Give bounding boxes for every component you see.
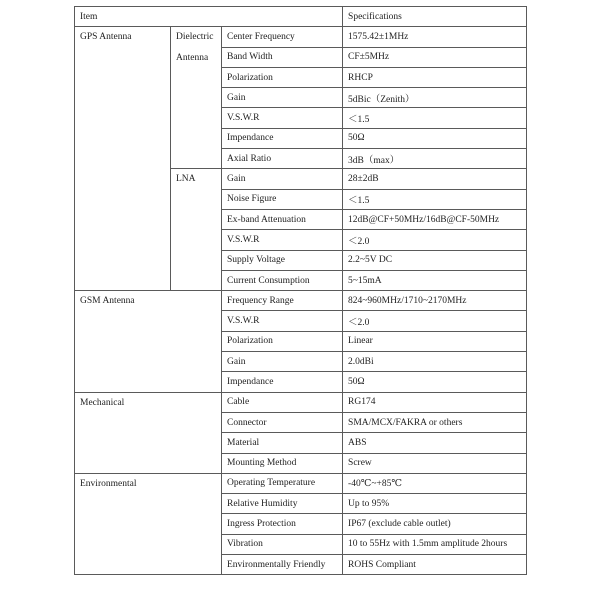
group-gps-antenna: GPS Antenna [75, 27, 171, 291]
param-name: Current Consumption [222, 270, 343, 290]
param-value: 824~960MHz/1710~2170MHz [343, 291, 527, 311]
param-name: Gain [222, 169, 343, 189]
param-value: ＜1.5 [343, 108, 527, 128]
param-name: Frequency Range [222, 291, 343, 311]
param-value: 12dB@CF+50MHz/16dB@CF-50MHz [343, 209, 527, 229]
param-name: V.S.W.R [222, 230, 343, 250]
group-mechanical: Mechanical [75, 392, 222, 473]
header-specifications: Specifications [343, 7, 527, 27]
param-name: Material [222, 433, 343, 453]
param-value: 1575.42±1MHz [343, 27, 527, 47]
param-value: RG174 [343, 392, 527, 412]
param-name: Axial Ratio [222, 149, 343, 169]
param-value: Screw [343, 453, 527, 473]
subgroup-dielectric-antenna [171, 27, 222, 169]
param-name: Mounting Method [222, 453, 343, 473]
group-gsm: GSM Antenna [75, 291, 222, 392]
specifications-table [74, 6, 527, 575]
param-name: Ex-band Attenuation [222, 209, 343, 229]
param-name: Operating Temperature [222, 473, 343, 493]
param-value: ROHS Compliant [343, 555, 527, 575]
param-value: 2.0dBi [343, 352, 527, 372]
param-name: Band Width [222, 47, 343, 67]
subgroup-lna: LNA [171, 169, 222, 291]
param-name: Connector [222, 412, 343, 432]
param-value: IP67 (exclude cable outlet) [343, 514, 527, 534]
param-value: 50Ω [343, 372, 527, 392]
param-name: Environmentally Friendly [222, 555, 343, 575]
param-name: Noise Figure [222, 189, 343, 209]
param-name: Cable [222, 392, 343, 412]
subgroup-label-line1: Dielectric [176, 32, 214, 43]
param-value: 2.2~5V DC [343, 250, 527, 270]
param-name: Gain [222, 352, 343, 372]
param-value: RHCP [343, 67, 527, 87]
param-name: V.S.W.R [222, 311, 343, 331]
param-value: 10 to 55Hz with 1.5mm amplitude 2hours [343, 534, 527, 554]
param-name: V.S.W.R [222, 108, 343, 128]
param-name: Ingress Protection [222, 514, 343, 534]
param-name: Vibration [222, 534, 343, 554]
header-item: Item [75, 7, 343, 27]
param-value: ABS [343, 433, 527, 453]
param-name: Impendance [222, 372, 343, 392]
param-name: Relative Humidity [222, 494, 343, 514]
param-value: 3dB（max） [343, 149, 527, 169]
param-value: Up to 95% [343, 494, 527, 514]
param-name: Gain [222, 88, 343, 108]
param-value: ＜1.5 [343, 189, 527, 209]
param-value: Linear [343, 331, 527, 351]
param-value: 28±2dB [343, 169, 527, 189]
param-value: -40℃~+85℃ [343, 473, 527, 493]
subgroup-label-line2: Antenna [176, 52, 209, 63]
table-row [75, 392, 527, 412]
param-name: Polarization [222, 331, 343, 351]
param-value: SMA/MCX/FAKRA or others [343, 412, 527, 432]
param-value: 50Ω [343, 128, 527, 148]
param-value: ＜2.0 [343, 230, 527, 250]
param-name: Impendance [222, 128, 343, 148]
table-row [75, 473, 527, 493]
param-value: ＜2.0 [343, 311, 527, 331]
table-row [75, 27, 527, 47]
param-name: Polarization [222, 67, 343, 87]
param-name: Supply Voltage [222, 250, 343, 270]
param-value: 5~15mA [343, 270, 527, 290]
param-value: CF±5MHz [343, 47, 527, 67]
param-name: Center Frequency [222, 27, 343, 47]
table-row [75, 291, 527, 311]
group-environmental: Environmental [75, 473, 222, 574]
param-value: 5dBic（Zenith） [343, 88, 527, 108]
header-row [75, 7, 527, 27]
